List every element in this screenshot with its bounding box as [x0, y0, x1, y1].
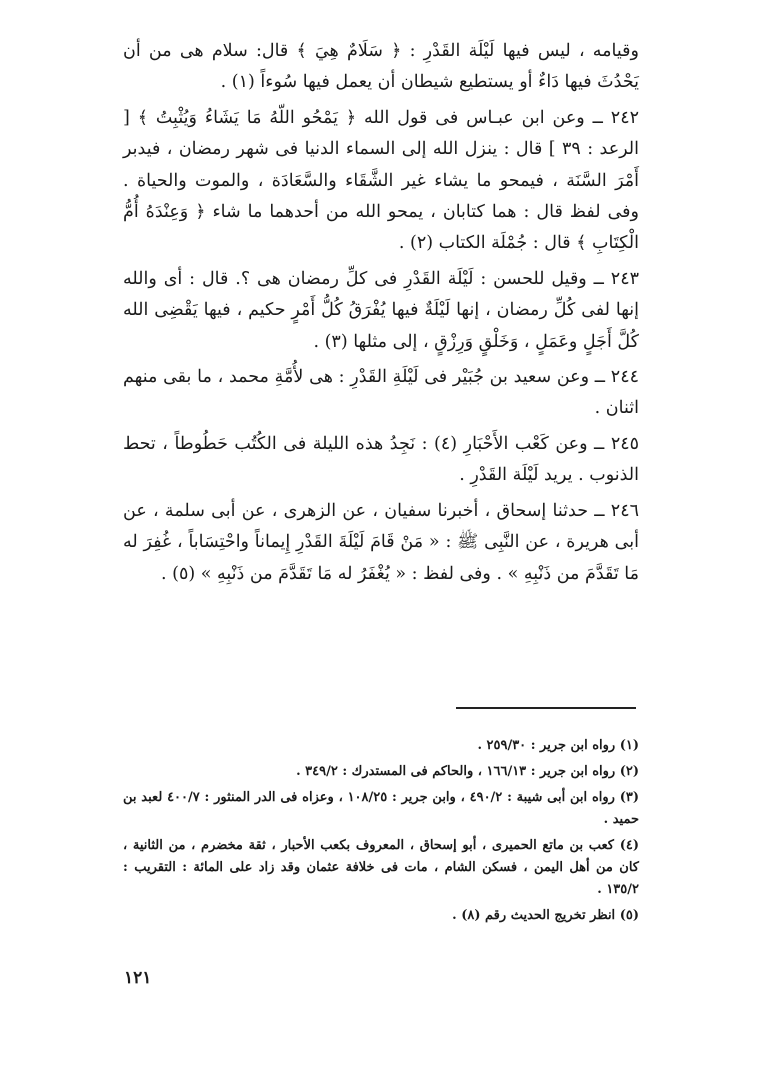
paragraph-246: ٢٤٦ ــ حدثنا إسحاق ، أخبرنا سفيان ، عن الزهرى ، عن أبى سلمة ، عن أبى هريرة ، عن النَّبِى ﷺ : « مَنْ قَامَ لَيْلَةَ القَدْرِ إِيماناً واحْتِسَاباً ، غُفِرَ له مَا تَقَدَّمَ من ذَنْبِهِ » . وفى لفظ : « يُغْفَرُ له مَا تَقَدَّمَ من ذَنْبِهِ » (٥) . — [123, 500, 639, 584]
footnote-4: (٤) كعب بن ماتع الحميرى ، أبو إسحاق ، المعروف بكعب الأحبار ، ثقة مخضرم ، من الثانية ، كان من أهل اليمن ، فسكن الشام ، مات فى خلافة عثمان وقد زاد على المائة : التقريب : ١٣٥/٢ . — [123, 838, 639, 897]
footnote-3: (٣) رواه ابن أبى شيبة : ٤٩٠/٢ ، وابن جرير : ١٠٨/٢٥ ، وعزاه فى الدر المنثور : ٤٠٠/٧ لعبد بن حميد . — [123, 790, 640, 827]
footnotes — [123, 735, 639, 927]
paragraph-244: ٢٤٤ ــ وعن سعيد بن جُبَيْر فى لَيْلَةِ القَدْرِ : هى لأُمَّةِ محمد ، ما بقى منهم اثنان . — [123, 367, 639, 419]
footnote-divider — [456, 707, 636, 709]
paragraph-243: ٢٤٣ ــ وقيل للحسن : لَيْلَة القَدْرِ فى كلِّ رمضان هى ؟. قال : أى والله إنها لفى كُلِّ رمضان ، إنها لَيْلَةٌ فيها يُفْرَقُ كُلُّ أَمْرٍ حكيم ، فيها يَقْضِى الله كُلَّ أَجَلٍ وعَمَلٍ ، وَخَلْقٍ وَرِزْقٍ ، إلى مثلها (٣) . — [123, 268, 639, 352]
footnote-5: (٥) انظر تخريج الحديث رقم (٨) . — [452, 908, 639, 923]
paragraph-241-continued: وقيامه ، ليس فيها لَيْلَة القَدْرِ : ﴿ سَلَامٌ هِيَ ﴾ قال: سلام هى من أن يَحْدُثَ فيها دَاءٌ أو يستطيع شيطان أن يعمل فيها سُوءاً (١) . — [123, 41, 639, 93]
footnote-1: (١) رواه ابن جرير : ٢٥٩/٣٠ . — [477, 738, 639, 753]
main-text — [123, 36, 639, 590]
paragraph-245: ٢٤٥ ــ وعن كَعْب الأَحْبَارِ (٤) : نَجِدُ هذه الليلة فى الكُتُب حَطُوطاً ، تحط الذنوب . يريد لَيْلَة القَدْرِ . — [123, 433, 640, 486]
page-number: ١٢١ — [124, 968, 152, 988]
paragraph-242: ٢٤٢ ــ وعن ابن عبـاس فى قول الله ﴿ يَمْحُو اللّهُ مَا يَشَاءُ وَيُثْبِتُ ﴾ [ الرعد : ٣٩ ] قال : ينزل الله إلى السماء الدنيا فى شهر رمضان ، فيدبر أَمْرَ السَّنَة ، فيمحو ما يشاء غير الشَّقَاء والسَّعَادَة ، والموت والحياة . وفى لفظ قال : هما كتابان ، يمحو الله من أحدهما ما شاء ﴿ وَعِنْدَهُ أُمُّ الْكِتَابِ ﴾ قال : جُمْلَة الكتاب (٢) . — [123, 107, 640, 254]
footnote-2: (٢) رواه ابن جرير : ١٦٦/١٣ ، والحاكم فى المستدرك : ٣٤٩/٢ . — [296, 764, 639, 779]
